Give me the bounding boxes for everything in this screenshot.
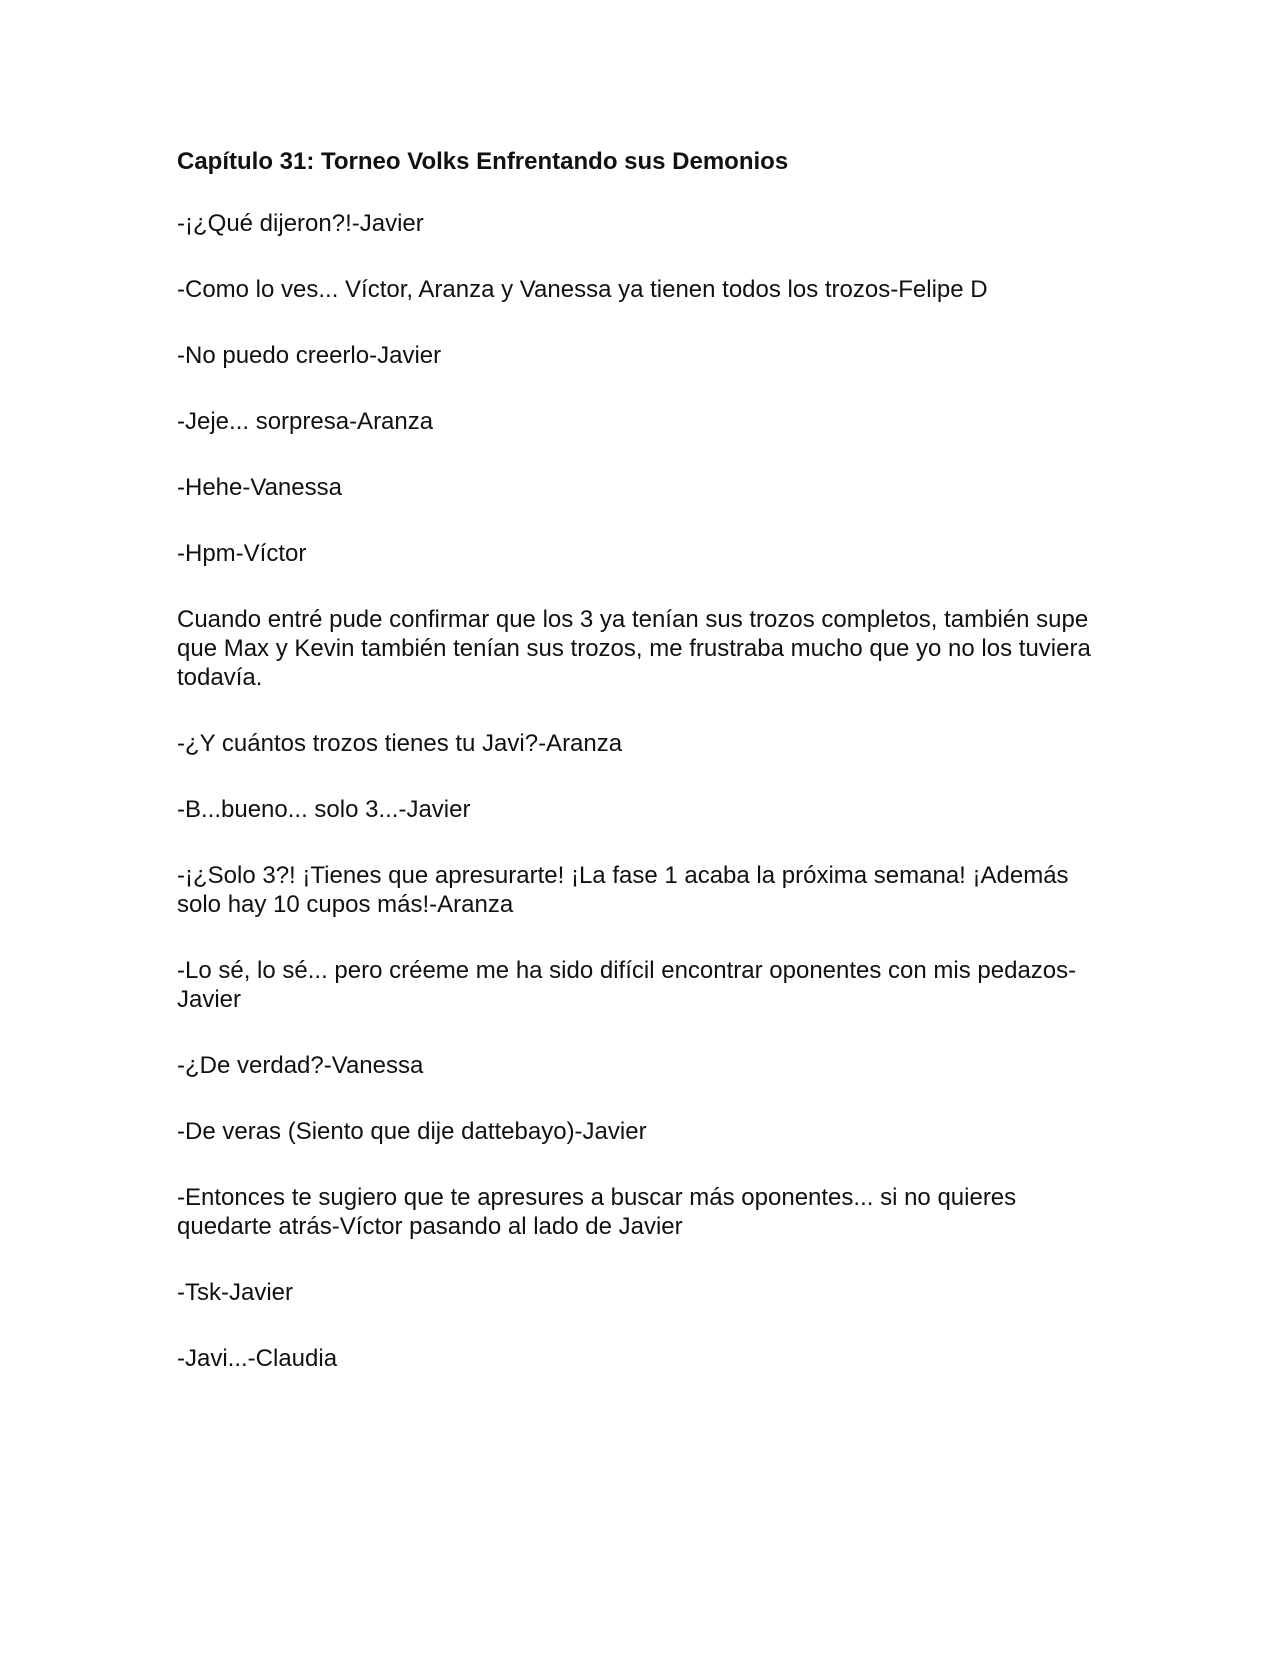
paragraph: -Entonces te sugiero que te apresures a buscar más oponentes... si no quieres quedarte atrás-Víctor pasando al lado de Javier — [177, 1184, 1017, 1240]
paragraph: -B...bueno... solo 3...-Javier — [177, 796, 471, 823]
paragraph: -Como lo ves... Víctor, Aranza y Vanessa ya tienen todos los trozos-Felipe D — [177, 276, 988, 303]
paragraph: -¡¿Qué dijeron?!-Javier — [177, 210, 424, 237]
paragraph: -Tsk-Javier — [177, 1279, 294, 1306]
paragraph: -¡¿Solo 3?! ¡Tienes que apresurarte! ¡La fase 1 acaba la próxima semana! ¡Además solo hay 10 cupos más!-Aranza — [177, 862, 1069, 918]
paragraph: Cuando entré pude confirmar que los 3 ya tenían sus trozos completos, también supe que Max y Kevin también tenían sus trozos, me frustraba mucho que yo no los tuviera todavía. — [177, 606, 1091, 691]
paragraph: -¿Y cuántos trozos tienes tu Javi?-Aranza — [177, 730, 623, 757]
chapter-title: Capítulo 31: Torneo Volks Enfrentando sus Demonios — [177, 148, 789, 175]
paragraph: -Hpm-Víctor — [177, 540, 307, 567]
paragraph: -De veras (Siento que dije dattebayo)-Javier — [177, 1118, 647, 1145]
paragraph: -Jeje... sorpresa-Aranza — [177, 408, 434, 435]
paragraph: -¿De verdad?-Vanessa — [177, 1052, 424, 1079]
paragraph: -Hehe-Vanessa — [177, 474, 342, 501]
paragraph: -Javi...-Claudia — [177, 1345, 338, 1372]
document-body — [177, 145, 1107, 1410]
paragraph: -Lo sé, lo sé... pero créeme me ha sido difícil encontrar oponentes con mis pedazos-Javier — [177, 957, 1077, 1013]
paragraph: -No puedo creerlo-Javier — [177, 342, 442, 369]
